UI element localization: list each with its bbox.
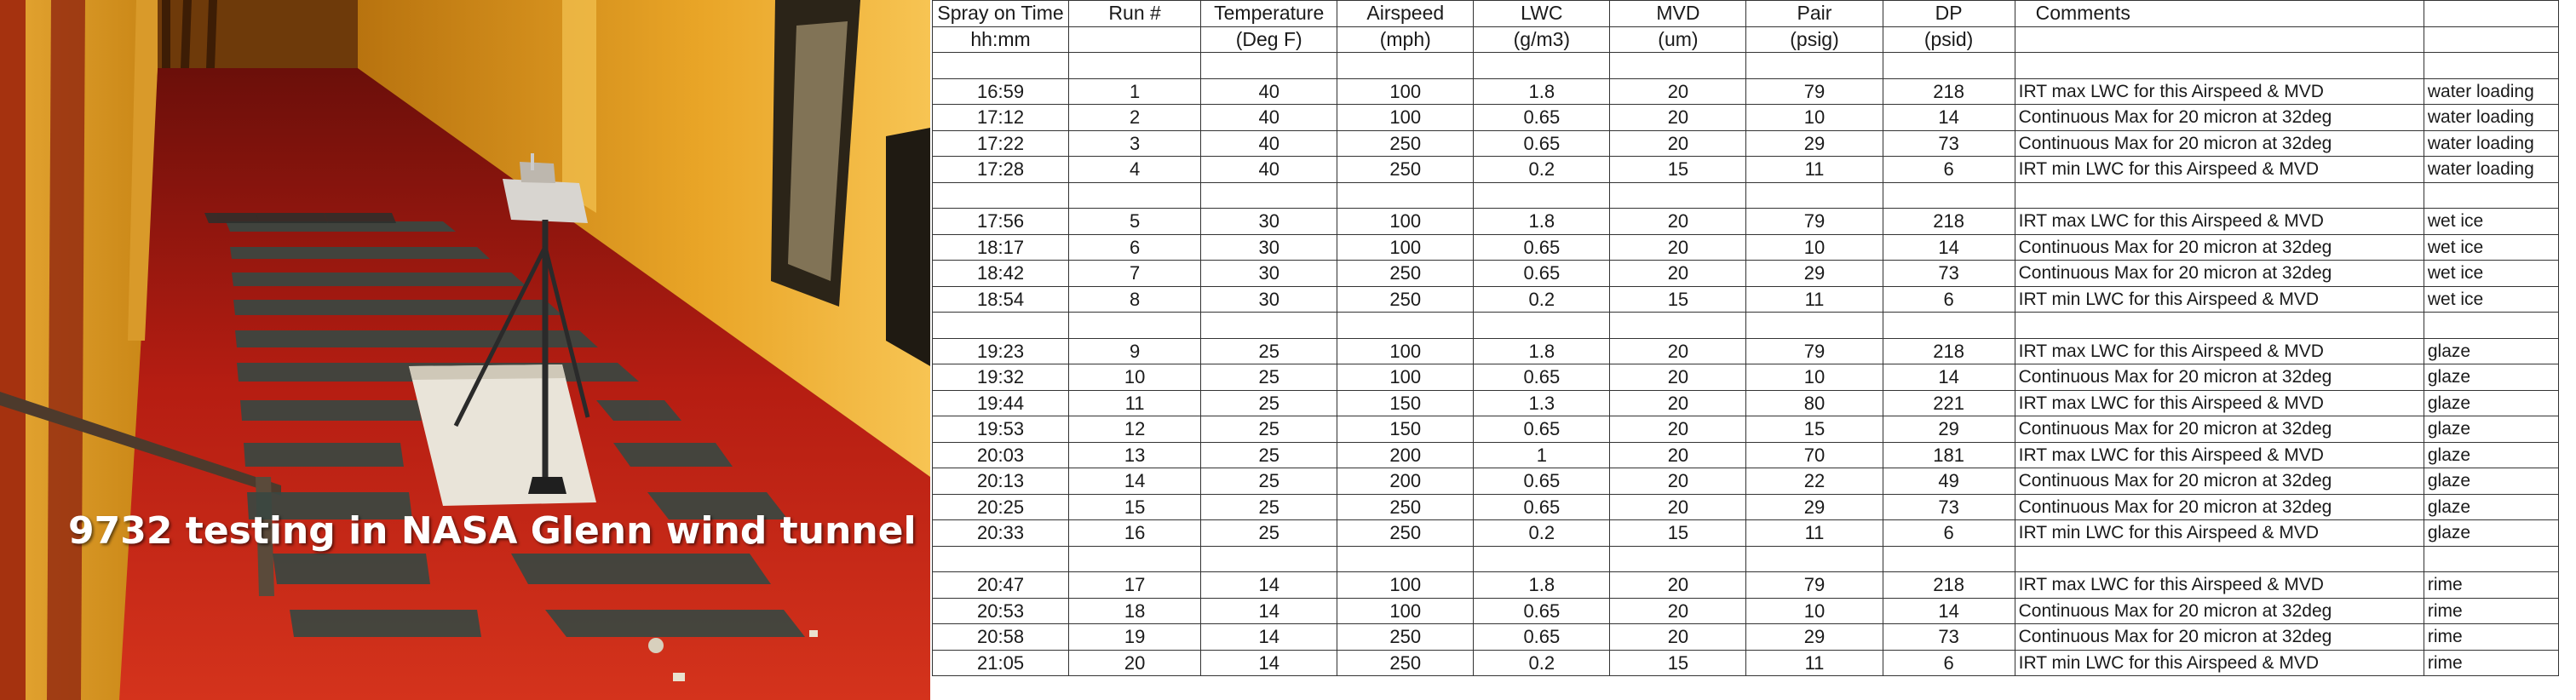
cell-mvd: 15 <box>1610 650 1746 676</box>
cell-comment: IRT max LWC for this Airspeed & MVD <box>2015 209 2424 235</box>
cell-comment: IRT max LWC for this Airspeed & MVD <box>2015 390 2424 416</box>
cell-dp: 181 <box>1883 442 2015 468</box>
cell-airspeed: 100 <box>1337 572 1474 599</box>
cell-pair: 29 <box>1746 624 1883 651</box>
cell-run: 3 <box>1069 130 1201 157</box>
cell-condition: glaze <box>2424 468 2558 495</box>
cell-mvd: 20 <box>1610 572 1746 599</box>
cell-pair: 10 <box>1746 234 1883 261</box>
cell-comment: IRT min LWC for this Airspeed & MVD <box>2015 157 2424 183</box>
cell-temperature: 25 <box>1201 338 1337 364</box>
cell-mvd: 20 <box>1610 390 1746 416</box>
cell-dp: 73 <box>1883 130 2015 157</box>
cell-pair: 11 <box>1746 520 1883 547</box>
table-row <box>933 520 2559 547</box>
cell-airspeed: 200 <box>1337 468 1474 495</box>
cell-condition: water loading <box>2424 130 2558 157</box>
cell-airspeed: 100 <box>1337 598 1474 624</box>
cell-airspeed: 200 <box>1337 442 1474 468</box>
header-spray-time: Spray on Time <box>933 1 1069 27</box>
empty-cell <box>1883 53 2015 79</box>
empty-cell <box>1337 546 1474 572</box>
empty-cell <box>1337 53 1474 79</box>
cell-lwc: 0.2 <box>1474 286 1610 313</box>
cell-comment: IRT min LWC for this Airspeed & MVD <box>2015 286 2424 313</box>
cell-airspeed: 100 <box>1337 105 1474 131</box>
cell-lwc: 0.2 <box>1474 650 1610 676</box>
cell-airspeed: 100 <box>1337 78 1474 105</box>
spacer-row <box>933 313 2559 339</box>
cell-lwc: 0.65 <box>1474 416 1610 443</box>
cell-condition: glaze <box>2424 338 2558 364</box>
cell-temperature: 30 <box>1201 286 1337 313</box>
cell-dp: 6 <box>1883 520 2015 547</box>
cell-airspeed: 100 <box>1337 209 1474 235</box>
cell-mvd: 20 <box>1610 598 1746 624</box>
cell-comment: Continuous Max for 20 micron at 32deg <box>2015 416 2424 443</box>
cell-spray-time: 19:23 <box>933 338 1069 364</box>
cell-airspeed: 250 <box>1337 624 1474 651</box>
table-row <box>933 598 2559 624</box>
cell-spray-time: 16:59 <box>933 78 1069 105</box>
cell-condition: water loading <box>2424 78 2558 105</box>
cell-spray-time: 20:58 <box>933 624 1069 651</box>
cell-run: 19 <box>1069 624 1201 651</box>
spacer-row <box>933 53 2559 79</box>
table-row <box>933 624 2559 651</box>
empty-cell <box>1883 182 2015 209</box>
cell-comment: IRT max LWC for this Airspeed & MVD <box>2015 442 2424 468</box>
cell-pair: 70 <box>1746 442 1883 468</box>
cell-airspeed: 250 <box>1337 261 1474 287</box>
cell-airspeed: 100 <box>1337 234 1474 261</box>
cell-pair: 29 <box>1746 261 1883 287</box>
cell-mvd: 20 <box>1610 494 1746 520</box>
unit-dp: (psid) <box>1883 26 2015 53</box>
cell-temperature: 40 <box>1201 78 1337 105</box>
cell-dp: 14 <box>1883 364 2015 391</box>
cell-temperature: 40 <box>1201 157 1337 183</box>
cell-spray-time: 21:05 <box>933 650 1069 676</box>
table-row <box>933 338 2559 364</box>
cell-lwc: 0.65 <box>1474 598 1610 624</box>
empty-cell <box>1069 546 1201 572</box>
cell-pair: 10 <box>1746 598 1883 624</box>
cell-temperature: 25 <box>1201 364 1337 391</box>
cell-spray-time: 20:33 <box>933 520 1069 547</box>
cell-airspeed: 250 <box>1337 157 1474 183</box>
cell-condition: glaze <box>2424 364 2558 391</box>
empty-cell <box>1610 182 1746 209</box>
cell-condition: wet ice <box>2424 234 2558 261</box>
cell-spray-time: 17:22 <box>933 130 1069 157</box>
unit-comments <box>2015 26 2424 53</box>
empty-cell <box>1610 53 1746 79</box>
cell-comment: Continuous Max for 20 micron at 32deg <box>2015 364 2424 391</box>
cell-run: 16 <box>1069 520 1201 547</box>
cell-run: 13 <box>1069 442 1201 468</box>
cell-pair: 15 <box>1746 416 1883 443</box>
cell-temperature: 30 <box>1201 234 1337 261</box>
cell-run: 10 <box>1069 364 1201 391</box>
table-row <box>933 209 2559 235</box>
cell-comment: Continuous Max for 20 micron at 32deg <box>2015 105 2424 131</box>
cell-temperature: 25 <box>1201 390 1337 416</box>
cell-pair: 11 <box>1746 650 1883 676</box>
cell-mvd: 20 <box>1610 442 1746 468</box>
empty-cell <box>2015 182 2424 209</box>
cell-condition: glaze <box>2424 390 2558 416</box>
empty-cell <box>1746 546 1883 572</box>
cell-temperature: 25 <box>1201 494 1337 520</box>
empty-cell <box>1201 546 1337 572</box>
empty-cell <box>1474 182 1610 209</box>
cell-airspeed: 250 <box>1337 130 1474 157</box>
unit-run <box>1069 26 1201 53</box>
cell-run: 17 <box>1069 572 1201 599</box>
cell-run: 4 <box>1069 157 1201 183</box>
cell-comment: IRT min LWC for this Airspeed & MVD <box>2015 650 2424 676</box>
wind-tunnel-scene <box>0 0 930 700</box>
header-comments: Comments <box>2015 1 2424 27</box>
cell-dp: 29 <box>1883 416 2015 443</box>
cell-comment: IRT max LWC for this Airspeed & MVD <box>2015 338 2424 364</box>
header-row <box>933 1 2559 27</box>
cell-mvd: 15 <box>1610 157 1746 183</box>
table-row <box>933 130 2559 157</box>
cell-comment: Continuous Max for 20 micron at 32deg <box>2015 261 2424 287</box>
empty-cell <box>1474 53 1610 79</box>
cell-temperature: 25 <box>1201 468 1337 495</box>
cell-dp: 6 <box>1883 157 2015 183</box>
cell-lwc: 0.65 <box>1474 130 1610 157</box>
cell-condition: rime <box>2424 572 2558 599</box>
cell-comment: IRT max LWC for this Airspeed & MVD <box>2015 78 2424 105</box>
table-row <box>933 390 2559 416</box>
table-row <box>933 105 2559 131</box>
cell-lwc: 0.65 <box>1474 624 1610 651</box>
cell-spray-time: 20:53 <box>933 598 1069 624</box>
header-airspeed: Airspeed <box>1337 1 1474 27</box>
cell-condition: water loading <box>2424 157 2558 183</box>
cell-lwc: 1.8 <box>1474 209 1610 235</box>
cell-lwc: 0.65 <box>1474 234 1610 261</box>
cell-condition: glaze <box>2424 442 2558 468</box>
unit-temperature: (Deg F) <box>1201 26 1337 53</box>
cell-condition: glaze <box>2424 416 2558 443</box>
cell-comment: IRT max LWC for this Airspeed & MVD <box>2015 572 2424 599</box>
cell-comment: IRT min LWC for this Airspeed & MVD <box>2015 520 2424 547</box>
empty-cell <box>1069 182 1201 209</box>
cell-lwc: 0.65 <box>1474 261 1610 287</box>
cell-lwc: 0.2 <box>1474 520 1610 547</box>
cell-mvd: 20 <box>1610 105 1746 131</box>
unit-spray-time: hh:mm <box>933 26 1069 53</box>
cell-temperature: 40 <box>1201 105 1337 131</box>
cell-dp: 221 <box>1883 390 2015 416</box>
cell-comment: Continuous Max for 20 micron at 32deg <box>2015 468 2424 495</box>
empty-cell <box>933 546 1069 572</box>
empty-cell <box>933 313 1069 339</box>
empty-cell <box>2424 182 2558 209</box>
cell-run: 9 <box>1069 338 1201 364</box>
cell-run: 1 <box>1069 78 1201 105</box>
cell-mvd: 20 <box>1610 209 1746 235</box>
cell-lwc: 0.2 <box>1474 157 1610 183</box>
cell-spray-time: 20:03 <box>933 442 1069 468</box>
cell-condition: wet ice <box>2424 209 2558 235</box>
cell-temperature: 14 <box>1201 650 1337 676</box>
cell-condition: rime <box>2424 598 2558 624</box>
cell-airspeed: 250 <box>1337 286 1474 313</box>
cell-mvd: 20 <box>1610 261 1746 287</box>
empty-cell <box>1474 313 1610 339</box>
cell-run: 6 <box>1069 234 1201 261</box>
empty-cell <box>1883 546 2015 572</box>
runs-body <box>933 53 2559 676</box>
cell-dp: 73 <box>1883 261 2015 287</box>
header-run: Run # <box>1069 1 1201 27</box>
unit-pair: (psig) <box>1746 26 1883 53</box>
cell-dp: 49 <box>1883 468 2015 495</box>
cell-run: 11 <box>1069 390 1201 416</box>
cell-pair: 79 <box>1746 572 1883 599</box>
cell-lwc: 0.65 <box>1474 364 1610 391</box>
cell-mvd: 20 <box>1610 468 1746 495</box>
empty-cell <box>1474 546 1610 572</box>
cell-condition: wet ice <box>2424 286 2558 313</box>
cell-spray-time: 18:42 <box>933 261 1069 287</box>
header-dp: DP <box>1883 1 2015 27</box>
cell-pair: 29 <box>1746 130 1883 157</box>
cell-dp: 73 <box>1883 624 2015 651</box>
table-row <box>933 416 2559 443</box>
cell-condition: glaze <box>2424 520 2558 547</box>
cell-dp: 14 <box>1883 105 2015 131</box>
empty-cell <box>1201 313 1337 339</box>
empty-cell <box>2015 53 2424 79</box>
cell-lwc: 0.65 <box>1474 494 1610 520</box>
cell-lwc: 1.8 <box>1474 338 1610 364</box>
cell-dp: 14 <box>1883 234 2015 261</box>
cell-airspeed: 150 <box>1337 390 1474 416</box>
units-row <box>933 26 2559 53</box>
cell-mvd: 20 <box>1610 624 1746 651</box>
empty-cell <box>933 182 1069 209</box>
wind-tunnel-photo <box>0 0 930 700</box>
header-condition <box>2424 1 2558 27</box>
empty-cell <box>1746 182 1883 209</box>
empty-cell <box>1069 313 1201 339</box>
cell-mvd: 20 <box>1610 78 1746 105</box>
cell-lwc: 1.8 <box>1474 78 1610 105</box>
empty-cell <box>2015 313 2424 339</box>
spacer-row <box>933 182 2559 209</box>
empty-cell <box>1337 182 1474 209</box>
cell-dp: 6 <box>1883 650 2015 676</box>
cell-temperature: 30 <box>1201 261 1337 287</box>
header-mvd: MVD <box>1610 1 1746 27</box>
cell-dp: 218 <box>1883 209 2015 235</box>
header-pair: Pair <box>1746 1 1883 27</box>
unit-airspeed: (mph) <box>1337 26 1474 53</box>
cell-mvd: 20 <box>1610 234 1746 261</box>
cell-spray-time: 17:56 <box>933 209 1069 235</box>
table-row <box>933 650 2559 676</box>
header-temperature: Temperature <box>1201 1 1337 27</box>
cell-run: 5 <box>1069 209 1201 235</box>
cell-pair: 29 <box>1746 494 1883 520</box>
cell-airspeed: 150 <box>1337 416 1474 443</box>
cell-airspeed: 250 <box>1337 520 1474 547</box>
cell-pair: 10 <box>1746 364 1883 391</box>
cell-comment: Continuous Max for 20 micron at 32deg <box>2015 234 2424 261</box>
cell-spray-time: 18:17 <box>933 234 1069 261</box>
empty-cell <box>1201 53 1337 79</box>
cell-spray-time: 20:25 <box>933 494 1069 520</box>
empty-cell <box>1746 313 1883 339</box>
empty-cell <box>1746 53 1883 79</box>
cell-dp: 14 <box>1883 598 2015 624</box>
cell-mvd: 20 <box>1610 130 1746 157</box>
table-row <box>933 364 2559 391</box>
cell-run: 12 <box>1069 416 1201 443</box>
cell-spray-time: 20:47 <box>933 572 1069 599</box>
cell-temperature: 14 <box>1201 572 1337 599</box>
cell-condition: rime <box>2424 624 2558 651</box>
cell-run: 20 <box>1069 650 1201 676</box>
cell-temperature: 14 <box>1201 598 1337 624</box>
table-row <box>933 261 2559 287</box>
cell-temperature: 25 <box>1201 442 1337 468</box>
empty-cell <box>1610 313 1746 339</box>
empty-cell <box>1201 182 1337 209</box>
empty-cell <box>2015 546 2424 572</box>
table-row <box>933 157 2559 183</box>
cell-temperature: 25 <box>1201 416 1337 443</box>
cell-dp: 218 <box>1883 572 2015 599</box>
cell-mvd: 20 <box>1610 364 1746 391</box>
header-lwc: LWC <box>1474 1 1610 27</box>
cell-pair: 22 <box>1746 468 1883 495</box>
table-row <box>933 78 2559 105</box>
empty-cell <box>2424 53 2558 79</box>
cell-pair: 80 <box>1746 390 1883 416</box>
cell-condition: wet ice <box>2424 261 2558 287</box>
cell-condition: glaze <box>2424 494 2558 520</box>
cell-comment: Continuous Max for 20 micron at 32deg <box>2015 130 2424 157</box>
empty-cell <box>2424 313 2558 339</box>
cell-spray-time: 19:53 <box>933 416 1069 443</box>
cell-run: 18 <box>1069 598 1201 624</box>
cell-condition: rime <box>2424 650 2558 676</box>
cell-lwc: 1.8 <box>1474 572 1610 599</box>
cell-spray-time: 19:32 <box>933 364 1069 391</box>
cell-temperature: 30 <box>1201 209 1337 235</box>
cell-dp: 218 <box>1883 78 2015 105</box>
cell-mvd: 20 <box>1610 338 1746 364</box>
cell-pair: 11 <box>1746 286 1883 313</box>
table-row <box>933 494 2559 520</box>
test-run-table <box>932 0 2559 676</box>
empty-cell <box>2424 546 2558 572</box>
cell-mvd: 20 <box>1610 416 1746 443</box>
cell-airspeed: 100 <box>1337 364 1474 391</box>
table-row <box>933 234 2559 261</box>
table-row <box>933 442 2559 468</box>
cell-lwc: 0.65 <box>1474 105 1610 131</box>
cell-run: 7 <box>1069 261 1201 287</box>
cell-pair: 79 <box>1746 338 1883 364</box>
cell-run: 2 <box>1069 105 1201 131</box>
photo-caption: 9732 testing in NASA Glenn wind tunnel <box>68 509 917 553</box>
spacer-row <box>933 546 2559 572</box>
empty-cell <box>1069 53 1201 79</box>
cell-spray-time: 19:44 <box>933 390 1069 416</box>
cell-run: 14 <box>1069 468 1201 495</box>
unit-lwc: (g/m3) <box>1474 26 1610 53</box>
cell-comment: Continuous Max for 20 micron at 32deg <box>2015 624 2424 651</box>
cell-mvd: 15 <box>1610 286 1746 313</box>
cell-lwc: 1.3 <box>1474 390 1610 416</box>
cell-comment: Continuous Max for 20 micron at 32deg <box>2015 494 2424 520</box>
table-row <box>933 572 2559 599</box>
cell-spray-time: 17:12 <box>933 105 1069 131</box>
cell-spray-time: 20:13 <box>933 468 1069 495</box>
cell-temperature: 40 <box>1201 130 1337 157</box>
cell-run: 15 <box>1069 494 1201 520</box>
empty-cell <box>1337 313 1474 339</box>
cell-dp: 73 <box>1883 494 2015 520</box>
cell-pair: 10 <box>1746 105 1883 131</box>
table-row <box>933 286 2559 313</box>
unit-mvd: (um) <box>1610 26 1746 53</box>
cell-dp: 218 <box>1883 338 2015 364</box>
cell-temperature: 25 <box>1201 520 1337 547</box>
empty-cell <box>1610 546 1746 572</box>
table-row <box>933 468 2559 495</box>
cell-spray-time: 18:54 <box>933 286 1069 313</box>
cell-pair: 79 <box>1746 78 1883 105</box>
cell-pair: 11 <box>1746 157 1883 183</box>
empty-cell <box>933 53 1069 79</box>
cell-dp: 6 <box>1883 286 2015 313</box>
cell-condition: water loading <box>2424 105 2558 131</box>
cell-run: 8 <box>1069 286 1201 313</box>
cell-lwc: 0.65 <box>1474 468 1610 495</box>
empty-cell <box>1883 313 2015 339</box>
test-run-sheet <box>932 0 2576 700</box>
cell-airspeed: 250 <box>1337 650 1474 676</box>
cell-mvd: 15 <box>1610 520 1746 547</box>
cell-comment: Continuous Max for 20 micron at 32deg <box>2015 598 2424 624</box>
cell-airspeed: 250 <box>1337 494 1474 520</box>
unit-condition <box>2424 26 2558 53</box>
cell-airspeed: 100 <box>1337 338 1474 364</box>
cell-spray-time: 17:28 <box>933 157 1069 183</box>
cell-lwc: 1 <box>1474 442 1610 468</box>
cell-temperature: 14 <box>1201 624 1337 651</box>
cell-pair: 79 <box>1746 209 1883 235</box>
